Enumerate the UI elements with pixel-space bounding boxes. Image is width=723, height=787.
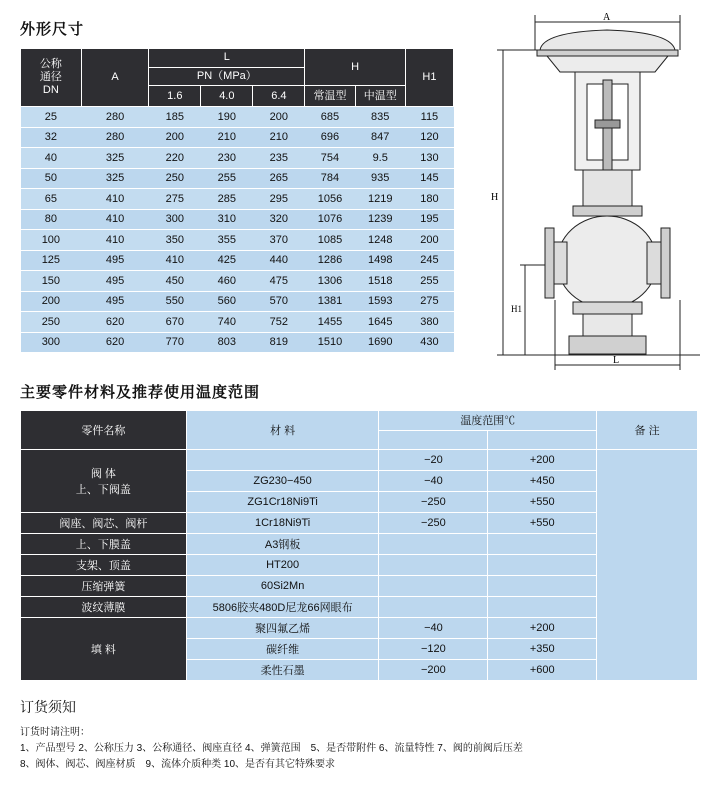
h-normal-cell: 1076 [305, 209, 355, 230]
l-pn16-cell: 770 [149, 332, 201, 353]
material-cell: HT200 [186, 555, 379, 576]
l-pn16-cell: 350 [149, 230, 201, 251]
dn-cell: 32 [21, 127, 82, 148]
material-cell: 1Cr18Ni9Ti [186, 513, 379, 534]
l-pn16-cell: 220 [149, 148, 201, 169]
header-h-normal: 常温型 [305, 86, 355, 107]
header-h-medium: 中温型 [355, 86, 405, 107]
dimension-row [21, 168, 454, 189]
h-normal-cell: 1306 [305, 271, 355, 292]
dn-cell: 80 [21, 209, 82, 230]
order-line-1: 1、产品型号 2、公称压力 3、公称通径、阀座直径 4、弹簧范围 5、是否带附件 6、流量特性 7、阀的前阀后压差 [20, 743, 523, 754]
section-title-dimensions: 外形尺寸 [20, 20, 85, 38]
inlet-flange [545, 228, 554, 298]
header-dn-line1: 公称 [39, 58, 62, 70]
dn-cell: 150 [21, 271, 82, 292]
material-cell: A3钢板 [186, 534, 379, 555]
header-dn-line2: 通径 [39, 71, 62, 83]
h-normal-cell: 1286 [305, 250, 355, 271]
l-pn40-cell: 190 [201, 107, 253, 128]
diaphragm-bottom [547, 56, 668, 72]
material-cell: 60Si2Mn [186, 576, 379, 597]
temp-max-cell: +600 [488, 660, 597, 681]
l-pn16-cell: 300 [149, 209, 201, 230]
temp-max-cell [488, 576, 597, 597]
bottom-flange [573, 302, 642, 314]
dn-cell: 250 [21, 312, 82, 333]
a-cell: 620 [81, 312, 149, 333]
temp-min-cell: −40 [379, 471, 488, 492]
h-normal-cell: 685 [305, 107, 355, 128]
l-pn64-cell: 235 [253, 148, 305, 169]
temp-min-cell [379, 534, 488, 555]
section-title-materials: 主要零件材料及推荐使用温度范围 [20, 383, 261, 401]
part-valve-body-line1: 阀 体 [90, 468, 116, 480]
a-cell: 280 [81, 127, 149, 148]
l-pn64-cell: 752 [253, 312, 305, 333]
a-cell: 620 [81, 332, 149, 353]
h1-cell: 115 [405, 107, 453, 128]
diaphragm-flange [537, 50, 678, 56]
l-pn64-cell: 200 [253, 107, 305, 128]
l-pn64-cell: 475 [253, 271, 305, 292]
temp-min-cell: −120 [379, 639, 488, 660]
h-medium-cell: 9.5 [355, 148, 405, 169]
a-cell: 495 [81, 250, 149, 271]
bonnet-flange [573, 206, 642, 216]
l-pn40-cell: 310 [201, 209, 253, 230]
temp-max-cell: +450 [488, 471, 597, 492]
dn-cell: 25 [21, 107, 82, 128]
part-name-cell: 波纹薄膜 [21, 597, 187, 618]
l-pn64-cell: 440 [253, 250, 305, 271]
h-normal-cell: 1381 [305, 291, 355, 312]
dn-cell: 100 [21, 230, 82, 251]
l-pn16-cell: 275 [149, 189, 201, 210]
h1-cell: 430 [405, 332, 453, 353]
material-cell: 聚四氟乙烯 [186, 618, 379, 639]
h-medium-cell: 1498 [355, 250, 405, 271]
l-pn40-cell: 740 [201, 312, 253, 333]
material-cell [186, 450, 379, 471]
h-medium-cell: 935 [355, 168, 405, 189]
l-pn64-cell: 570 [253, 291, 305, 312]
h-normal-cell: 754 [305, 148, 355, 169]
order-line-2: 8、阀体、阀芯、阀座材质 9、流体介质种类 10、是否有其它特殊要求 [20, 759, 336, 770]
temp-max-cell: +200 [488, 450, 597, 471]
l-pn64-cell: 819 [253, 332, 305, 353]
label-h1: H1 [511, 304, 522, 314]
dn-cell: 125 [21, 250, 82, 271]
materials-table [20, 410, 698, 681]
valve-diagram [485, 10, 710, 375]
a-cell: 325 [81, 168, 149, 189]
header-pn-1: 1.6 [149, 86, 201, 107]
temp-min-cell: −20 [379, 450, 488, 471]
dn-cell: 200 [21, 291, 82, 312]
h-medium-cell: 1645 [355, 312, 405, 333]
material-cell: 柔性石墨 [186, 660, 379, 681]
stem-connector [595, 120, 620, 128]
l-pn40-cell: 210 [201, 127, 253, 148]
a-cell: 495 [81, 291, 149, 312]
material-cell: ZG1Cr18Ni9Ti [186, 492, 379, 513]
dimension-row [21, 127, 454, 148]
a-cell: 495 [81, 271, 149, 292]
temp-min-cell: −200 [379, 660, 488, 681]
l-pn16-cell: 185 [149, 107, 201, 128]
header-material: 材 料 [186, 411, 379, 450]
h1-cell: 195 [405, 209, 453, 230]
l-pn16-cell: 670 [149, 312, 201, 333]
l-pn16-cell: 550 [149, 291, 201, 312]
l-pn40-cell: 355 [201, 230, 253, 251]
h1-cell: 130 [405, 148, 453, 169]
temp-min-cell [379, 597, 488, 618]
dimension-row [21, 107, 454, 128]
h1-cell: 245 [405, 250, 453, 271]
header-temp-range: 温度范围℃ [379, 411, 597, 431]
h-medium-cell: 1239 [355, 209, 405, 230]
h-normal-cell: 1056 [305, 189, 355, 210]
bottom-plate [569, 336, 646, 354]
h-medium-cell: 1248 [355, 230, 405, 251]
h-medium-cell: 1518 [355, 271, 405, 292]
l-pn40-cell: 230 [201, 148, 253, 169]
l-pn40-cell: 460 [201, 271, 253, 292]
dimension-row [21, 291, 454, 312]
h1-cell: 145 [405, 168, 453, 189]
part-valve-body-line2: 上、下阀盖 [75, 484, 131, 496]
part-packing: 填 料 [21, 618, 187, 681]
h-normal-cell: 1085 [305, 230, 355, 251]
l-pn40-cell: 560 [201, 291, 253, 312]
material-cell: 5806胶夹480D尼龙66网眼布 [186, 597, 379, 618]
dn-cell: 300 [21, 332, 82, 353]
h-normal-cell: 1455 [305, 312, 355, 333]
temp-min-cell [379, 576, 488, 597]
header-dn-line3: DN [42, 84, 59, 96]
l-pn64-cell: 210 [253, 127, 305, 148]
header-temp-max [488, 430, 597, 450]
h-medium-cell: 1593 [355, 291, 405, 312]
h1-cell: 180 [405, 189, 453, 210]
header-part-name: 零件名称 [21, 411, 187, 450]
header-temp-min [379, 430, 488, 450]
header-pn: PN（MPa） [149, 67, 305, 86]
part-name-cell: 支架、顶盖 [21, 555, 187, 576]
dimension-row [21, 271, 454, 292]
l-pn64-cell: 320 [253, 209, 305, 230]
part-name-cell: 压缩弹簧 [21, 576, 187, 597]
h1-cell: 120 [405, 127, 453, 148]
l-pn16-cell: 200 [149, 127, 201, 148]
temp-min-cell: −250 [379, 492, 488, 513]
l-pn64-cell: 295 [253, 189, 305, 210]
header-pn-2: 4.0 [201, 86, 253, 107]
part-name-cell: 阀座、阀芯、阀杆 [21, 513, 187, 534]
diaphragm-top [540, 30, 675, 50]
material-cell: 碳纤维 [186, 639, 379, 660]
temp-max-cell [488, 534, 597, 555]
h-medium-cell: 835 [355, 107, 405, 128]
h-medium-cell: 1690 [355, 332, 405, 353]
valve-body [557, 216, 657, 308]
header-pn-3: 6.4 [253, 86, 305, 107]
order-intro: 订货时请注明： [20, 727, 90, 738]
h-normal-cell: 784 [305, 168, 355, 189]
header-a: A [81, 49, 149, 107]
header-remark: 备 注 [597, 411, 698, 450]
dimension-row [21, 250, 454, 271]
h1-cell: 200 [405, 230, 453, 251]
dimension-row [21, 230, 454, 251]
l-pn64-cell: 370 [253, 230, 305, 251]
header-h: H [305, 49, 405, 86]
header-dn [21, 49, 82, 107]
h1-cell: 255 [405, 271, 453, 292]
label-a: A [603, 12, 611, 23]
l-pn64-cell: 265 [253, 168, 305, 189]
l-pn40-cell: 285 [201, 189, 253, 210]
dimension-row [21, 312, 454, 333]
h-normal-cell: 1510 [305, 332, 355, 353]
temp-min-cell: −40 [379, 618, 488, 639]
dimensions-table [20, 48, 454, 353]
header-h1: H1 [405, 49, 453, 107]
a-cell: 280 [81, 107, 149, 128]
temp-max-cell: +550 [488, 492, 597, 513]
label-l: L [613, 355, 620, 366]
l-pn40-cell: 803 [201, 332, 253, 353]
dimension-row [21, 209, 454, 230]
temp-min-cell: −250 [379, 513, 488, 534]
temp-max-cell: +200 [488, 618, 597, 639]
dn-cell: 65 [21, 189, 82, 210]
l-pn16-cell: 250 [149, 168, 201, 189]
h1-cell: 380 [405, 312, 453, 333]
a-cell: 325 [81, 148, 149, 169]
outlet-flange [661, 228, 670, 298]
a-cell: 410 [81, 209, 149, 230]
h-normal-cell: 696 [305, 127, 355, 148]
h1-cell: 275 [405, 291, 453, 312]
part-name-cell: 上、下膜盖 [21, 534, 187, 555]
outlet-neck [647, 242, 661, 284]
temp-min-cell [379, 555, 488, 576]
bottom-cover [583, 314, 632, 336]
temp-max-cell: +350 [488, 639, 597, 660]
l-pn40-cell: 255 [201, 168, 253, 189]
bonnet [583, 170, 632, 210]
part-valve-body [21, 450, 187, 513]
temp-max-cell: +550 [488, 513, 597, 534]
material-cell: ZG230−450 [186, 471, 379, 492]
h-medium-cell: 1219 [355, 189, 405, 210]
l-pn16-cell: 450 [149, 271, 201, 292]
l-pn16-cell: 410 [149, 250, 201, 271]
remark-cell [597, 450, 698, 681]
inlet-neck [553, 242, 567, 284]
h-medium-cell: 847 [355, 127, 405, 148]
temp-max-cell [488, 597, 597, 618]
dimension-row [21, 189, 454, 210]
temp-max-cell [488, 555, 597, 576]
dn-cell: 50 [21, 168, 82, 189]
dimension-row [21, 332, 454, 353]
order-title: 订货须知 [20, 700, 76, 716]
a-cell: 410 [81, 230, 149, 251]
label-h: H [491, 192, 499, 203]
dimension-row [21, 148, 454, 169]
dn-cell: 40 [21, 148, 82, 169]
header-l: L [149, 49, 305, 68]
a-cell: 410 [81, 189, 149, 210]
l-pn40-cell: 425 [201, 250, 253, 271]
